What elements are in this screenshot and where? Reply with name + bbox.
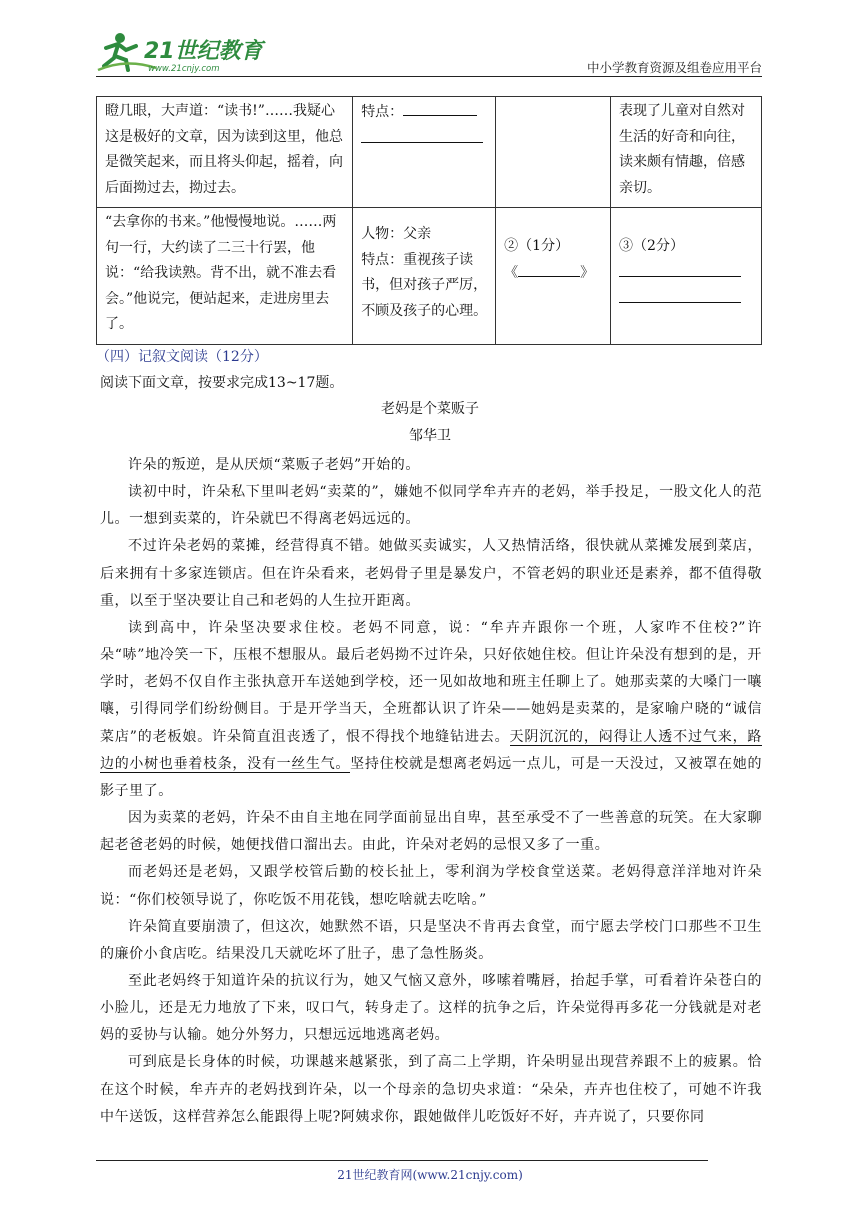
article-author: 邹华卫 xyxy=(409,428,451,444)
header-rule xyxy=(96,76,762,77)
answer-blank[interactable] xyxy=(518,260,580,277)
empty-cell xyxy=(496,97,611,208)
paragraph: 许朵的叛逆，是从厌烦“菜贩子老妈”开始的。 xyxy=(128,457,420,473)
logo-url: www.21cnjy.com xyxy=(148,64,220,74)
question-2-cell xyxy=(496,208,611,345)
paragraph-text: 读到高中，许朵坚决要求住校。老妈不同意，说：“牟卉卉跟你一个班，人家咋不住校?”许朵“哧”地冷笑一下，压根不想服从。最后老妈拗不过许朵，只好依她住校。但让许朵没有想到的是，开学时，老妈不仅自作主张执意开车送她到学校，还一见如故地和班主任聊上了。她那卖菜的大嗓门一嚷嚷，引得同学们纷纷侧目。于是开学当天，全班都认识了许朵——她妈是卖菜的，是家喻户晓的“诚信菜店”的老板娘。许朵简直沮丧透了，恨不得找个地缝钻进去。 xyxy=(100,619,762,745)
paragraph: 读初中时，许朵私下里叫老妈“卖菜的”，嫌她不似同学牟卉卉的老妈，举手投足，一股文化人的范儿。一想到卖菜的，许朵就巴不得离老妈远远的。 xyxy=(100,484,762,528)
paragraph: 至此老妈终于知道许朵的抗议行为，她又气恼又意外，哆嗦着嘴唇，抬起手掌，可看着许朵苍白的小脸儿，还是无力地放了下来，叹口气，转身走了。这样的抗争之后，许朵觉得再多花一分钱就是对老妈的妥协与认输。她分外努力，只想远远地逃离老妈。 xyxy=(100,972,762,1044)
feature-cell xyxy=(353,97,496,208)
comparison-table xyxy=(96,96,762,345)
article-body xyxy=(100,452,762,1131)
answer-blank[interactable] xyxy=(361,126,483,143)
answer-blank[interactable] xyxy=(403,99,477,116)
table-row xyxy=(97,208,762,345)
feature-text: 特点：重视孩子读书，但对孩子严厉，不顾及孩子的心理。 xyxy=(361,251,488,319)
paragraph: 不过许朵老妈的菜摊，经营得真不错。她做买卖诚实，人又热情活络，很快就从菜摊发展到菜店，后来拥有十多家连锁店。但在许朵看来，老妈骨子里是暴发户，不管老妈的职业还是素养，都不值得敬重，以至于坚决要让自己和老妈的人生拉开距离。 xyxy=(100,538,762,609)
paragraph-tail: 坚持住校就是想离老妈远一点儿，可是一天没过，又被罩在她的影子里了。 xyxy=(100,755,762,799)
section-heading: （四）记叙文阅读（12分） xyxy=(96,349,268,365)
paragraph: 可到底是长身体的时候，功课越来越紧张，到了高二上学期，许朵明显出现营养跟不上的疲累。恰在这个时候，牟卉卉的老妈找到许朵，以一个母亲的急切央求道：“朵朵，卉卉也住校了，可她不许我中午送饭，这样营养怎么能跟得上呢?阿姨求你，跟她做伴儿吃饭好不好，卉卉说了，只要你同 xyxy=(100,1054,762,1125)
feature-label: 特点： xyxy=(361,104,404,120)
platform-name: 中小学教育资源及组卷应用平台 xyxy=(586,60,762,75)
excerpt-cell: “去拿你的书来。”他慢慢地说。……两句一行，大约读了二三十行罢，他说：“给我读熟。背不出，就不准去看会。”他说完，便站起来，走进房里去了。 xyxy=(97,208,353,345)
character-cell xyxy=(353,208,496,345)
person-label: 人物：父亲 xyxy=(361,226,432,242)
question-3-cell xyxy=(611,208,762,345)
site-logo xyxy=(96,28,266,76)
paragraph: 因为卖菜的老妈，许朵不由自主地在同学面前显出自卑，甚至承受不了一些善意的玩笑。在大家聊起老爸老妈的时候，她便找借口溜出去。由此，许朵对老妈的忌恨又多了一重。 xyxy=(100,810,762,854)
answer-blank[interactable] xyxy=(619,286,741,303)
excerpt-cell: 瞪几眼，大声道：“读书!”……我疑心这是极好的文章，因为读到这里，他总是微笑起来，而且将头仰起，摇着，向后面拗过去，拗过去。 xyxy=(97,97,353,208)
paragraph: 而老妈还是老妈，又跟学校管后勤的校长扯上，零利润为学校食堂送菜。老妈得意洋洋地对许朵说：“你们校领导说了，你吃饭不用花钱，想吃啥就去吃啥。” xyxy=(100,864,762,908)
paragraph xyxy=(100,615,762,805)
question-2-label: ②（1分） xyxy=(504,238,570,254)
answer-blank[interactable] xyxy=(619,260,741,277)
table-row xyxy=(97,97,762,208)
article-title: 老妈是个菜贩子 xyxy=(381,401,479,417)
logo-text: 21世纪教育 xyxy=(144,39,263,64)
footer-rule xyxy=(96,1160,708,1161)
book-open-mark: 《 xyxy=(504,264,519,281)
instruction-text: 阅读下面文章，按要求完成13~17题。 xyxy=(100,375,344,391)
paragraph: 许朵简直要崩溃了，但这次，她默然不语，只是坚决不肯再去食堂，而宁愿去学校门口那些不卫生的廉价小食店吃。结果没几天就吃坏了肚子，患了急性肠炎。 xyxy=(100,918,762,962)
page-header xyxy=(96,28,762,80)
question-3-label: ③（2分） xyxy=(619,238,684,254)
underlined-sentence: 天阴沉沉的，闷得让人透不过气来，路边的小树也垂着枝条，没有一丝生气。 xyxy=(100,728,762,772)
book-close-mark: 》 xyxy=(580,264,595,281)
footer-text: 21世纪教育网(www.21cnjy.com) xyxy=(337,1168,523,1182)
evaluation-cell: 表现了儿童对自然对生活的好奇和向往，读来颇有情趣，倍感亲切。 xyxy=(611,97,762,208)
